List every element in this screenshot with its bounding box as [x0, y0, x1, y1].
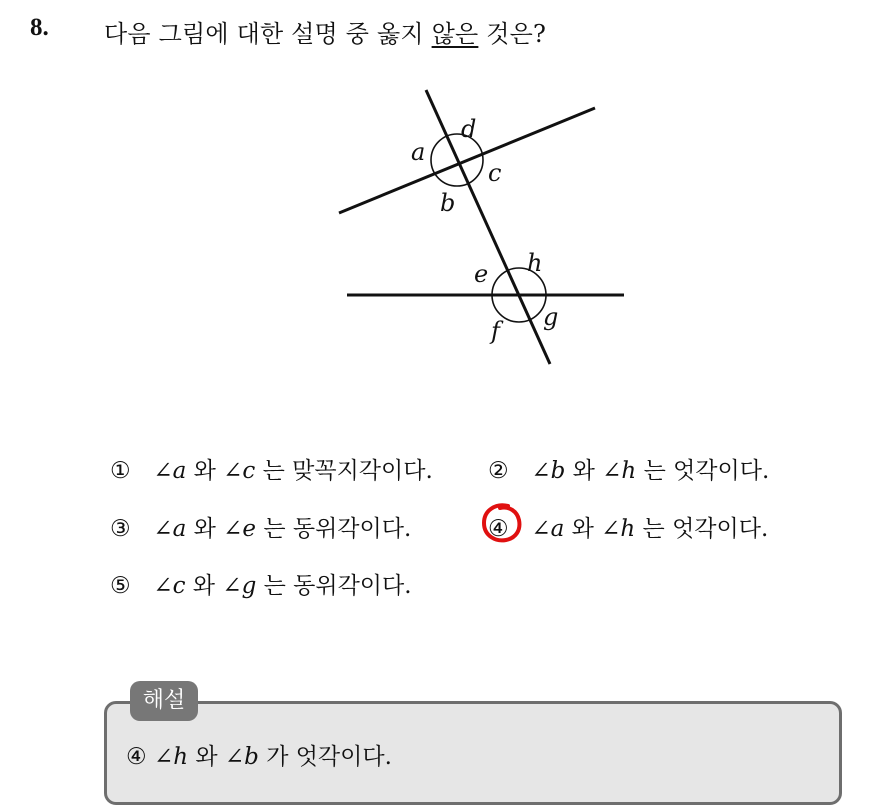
- choice-4-number: ④: [488, 516, 509, 542]
- explanation-text: [126, 738, 392, 771]
- question-text-underlined: 않은: [431, 20, 479, 48]
- question-text-after: 것은?: [478, 20, 547, 48]
- label-f: f: [491, 317, 500, 345]
- choice-4-angle1: ∠a: [531, 516, 565, 542]
- label-d: d: [461, 115, 477, 143]
- question-text-before: 다음 그림에 대한 설명 중 옳지: [104, 20, 432, 48]
- choice-1-angle1: ∠a: [153, 458, 187, 484]
- choice-2-number: ②: [488, 458, 509, 484]
- choice-2-angle1: ∠b: [531, 458, 566, 484]
- choice-2-angle2: ∠h: [602, 458, 637, 484]
- label-c: c: [488, 159, 502, 187]
- choice-2[interactable]: [488, 452, 769, 485]
- angle-figure: [330, 80, 630, 370]
- angle-figure-svg: [330, 80, 630, 370]
- choice-2-particle: 와: [572, 458, 595, 484]
- choice-5-particle: 와: [192, 573, 215, 599]
- choice-3[interactable]: [110, 510, 411, 543]
- choice-3-angle1: ∠a: [153, 516, 187, 542]
- explanation-angle2: ∠b: [224, 744, 259, 770]
- choice-1-rest: 는 맞꼭지각이다.: [262, 458, 433, 484]
- answer-circle-icon: [478, 500, 526, 546]
- choice-5-number: ⑤: [110, 573, 131, 599]
- choice-1-angle2: ∠c: [223, 458, 256, 484]
- label-h: h: [527, 249, 543, 277]
- choice-2-rest: 는 엇각이다.: [643, 458, 770, 484]
- answer-circle-marker: [478, 500, 526, 546]
- explanation-tab: 해설: [130, 681, 198, 721]
- choice-3-rest: 는 동위각이다.: [263, 516, 412, 542]
- choice-4-rest: 는 엇각이다.: [642, 516, 769, 542]
- choice-4[interactable]: [488, 510, 768, 543]
- choice-5-angle2: ∠g: [222, 573, 257, 599]
- choice-4-particle: 와: [571, 516, 594, 542]
- choice-3-number: ③: [110, 516, 131, 542]
- label-a: a: [411, 138, 426, 166]
- choice-1-particle: 와: [193, 458, 216, 484]
- choice-5-rest: 는 동위각이다.: [263, 573, 412, 599]
- choice-5[interactable]: [110, 567, 412, 600]
- label-e: e: [474, 260, 489, 288]
- explanation-angle1: ∠h: [153, 744, 189, 770]
- question-number: 8.: [30, 14, 49, 41]
- label-b: b: [440, 189, 456, 217]
- label-g: g: [543, 303, 559, 331]
- question-text: [104, 14, 546, 49]
- explanation-rest: 가 엇각이다.: [266, 744, 392, 770]
- choice-1[interactable]: [110, 452, 433, 485]
- choice-1-number: ①: [110, 458, 131, 484]
- choice-4-angle2: ∠h: [601, 516, 636, 542]
- transversal-line: [426, 90, 550, 364]
- explanation-particle: 와: [195, 744, 218, 770]
- choice-3-particle: 와: [193, 516, 216, 542]
- choice-3-angle2: ∠e: [223, 516, 257, 542]
- explanation-number: ④: [126, 744, 147, 770]
- choice-5-angle1: ∠c: [153, 573, 186, 599]
